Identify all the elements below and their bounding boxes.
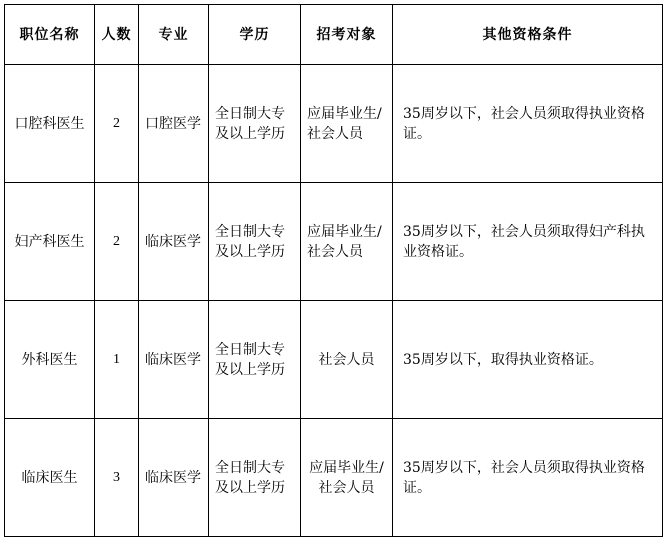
header-major: 专业	[139, 5, 209, 65]
cell-education: 全日制大专及以上学历	[209, 419, 301, 537]
cell-major: 口腔医学	[139, 65, 209, 183]
cell-position: 外科医生	[5, 301, 95, 419]
cell-position: 临床医生	[5, 419, 95, 537]
cell-target: 应届毕业生/社会人员	[301, 183, 393, 301]
cell-education: 全日制大专及以上学历	[209, 301, 301, 419]
cell-count: 2	[95, 65, 139, 183]
header-position: 职位名称	[5, 5, 95, 65]
recruitment-table	[4, 4, 663, 537]
header-education: 学历	[209, 5, 301, 65]
cell-conditions: 35周岁以下，社会人员须取得执业资格证。	[393, 65, 663, 183]
cell-position: 口腔科医生	[5, 65, 95, 183]
table-header-row	[5, 5, 663, 65]
cell-count: 2	[95, 183, 139, 301]
cell-conditions: 35周岁以下，社会人员须取得妇产科执业资格证。	[393, 183, 663, 301]
cell-position: 妇产科医生	[5, 183, 95, 301]
cell-education: 全日制大专及以上学历	[209, 65, 301, 183]
header-conditions: 其他资格条件	[393, 5, 663, 65]
table-row	[5, 65, 663, 183]
cell-target: 社会人员	[301, 301, 393, 419]
table-row	[5, 183, 663, 301]
cell-major: 临床医学	[139, 183, 209, 301]
cell-conditions: 35周岁以下，社会人员须取得执业资格证。	[393, 419, 663, 537]
cell-target: 应届毕业生/社会人员	[301, 419, 393, 537]
header-count: 人数	[95, 5, 139, 65]
table-row	[5, 419, 663, 537]
cell-count: 3	[95, 419, 139, 537]
cell-conditions: 35周岁以下，取得执业资格证。	[393, 301, 663, 419]
header-target: 招考对象	[301, 5, 393, 65]
table-row	[5, 301, 663, 419]
cell-target: 应届毕业生/社会人员	[301, 65, 393, 183]
cell-count: 1	[95, 301, 139, 419]
cell-major: 临床医学	[139, 419, 209, 537]
cell-education: 全日制大专及以上学历	[209, 183, 301, 301]
cell-major: 临床医学	[139, 301, 209, 419]
